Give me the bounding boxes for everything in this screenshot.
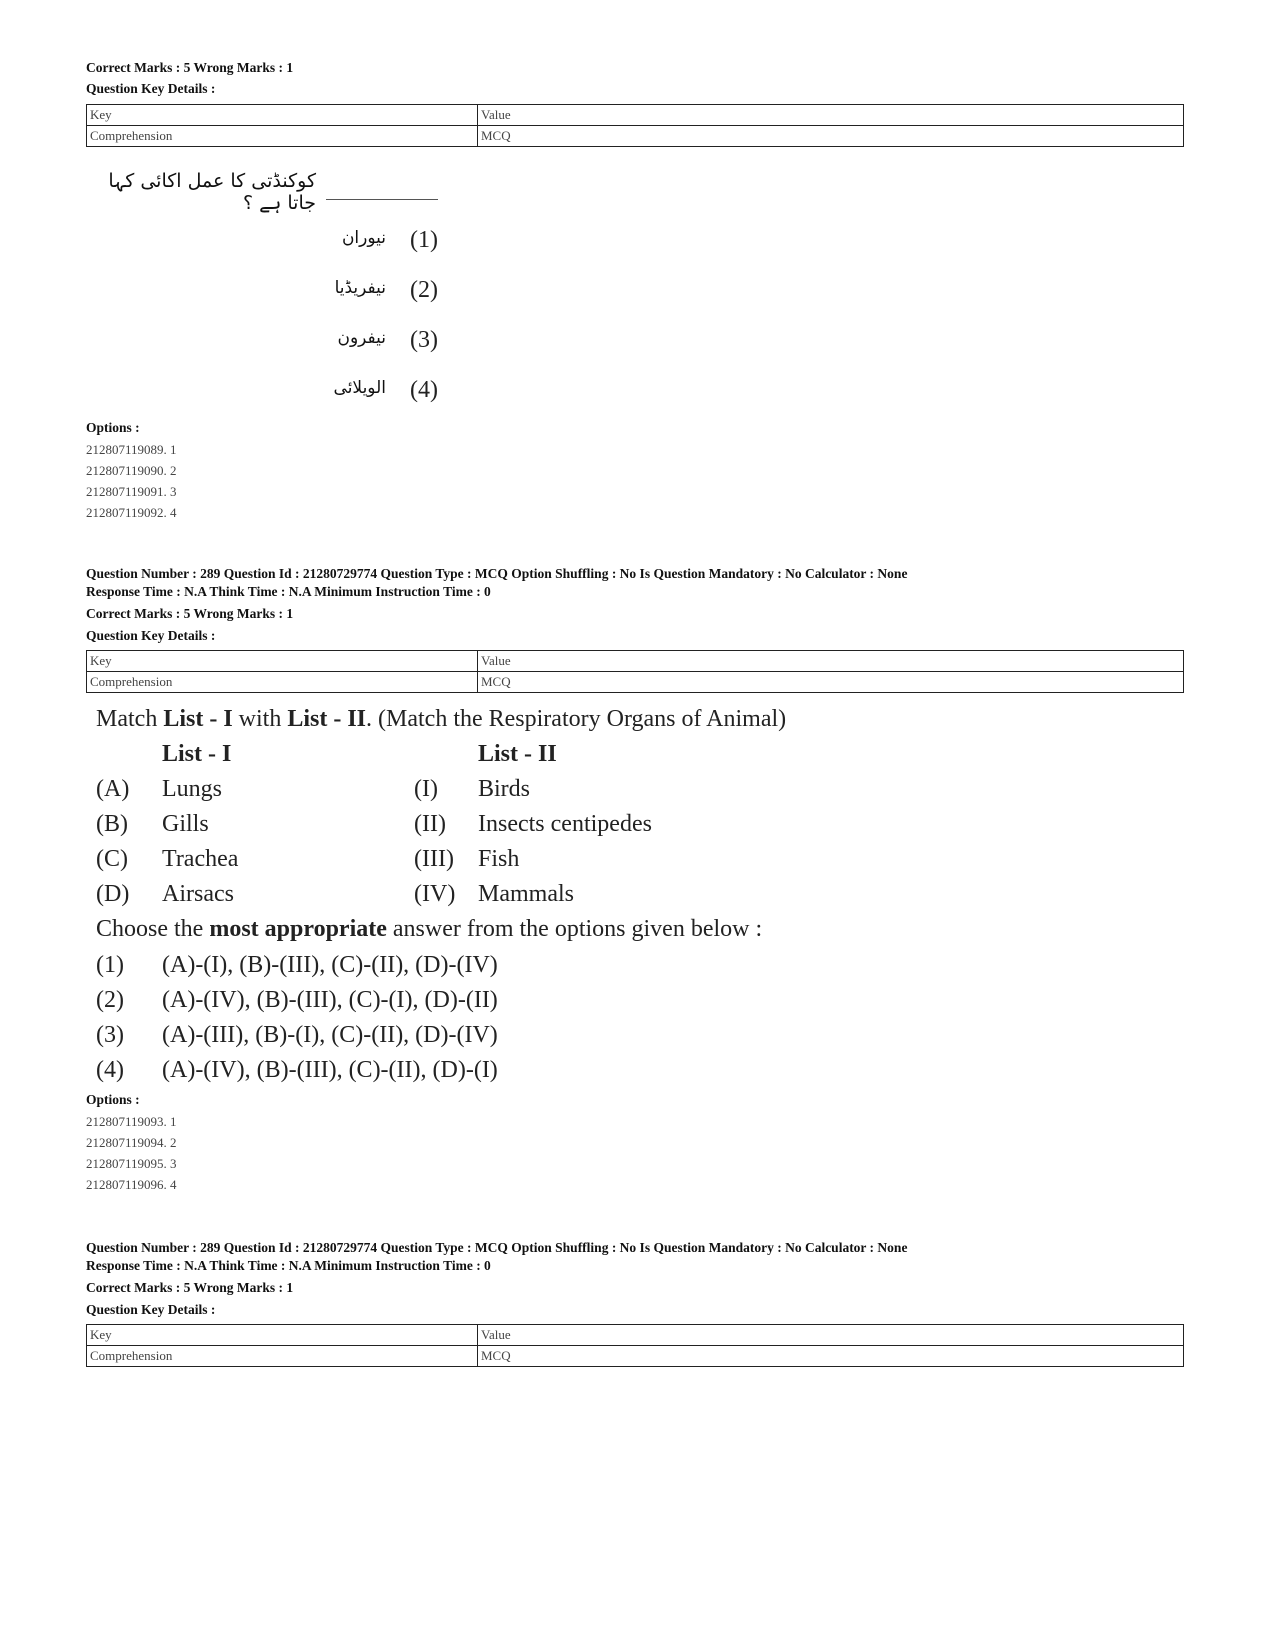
key-header: Key — [87, 1325, 478, 1346]
question-text-part: Match — [96, 706, 164, 732]
key-details-label: Question Key Details : — [86, 1302, 216, 1317]
key-header: Key — [87, 105, 478, 126]
answer-text: (A)-(IV), (B)-(III), (C)-(II), (D)-(I) — [162, 1057, 498, 1083]
list2-label: (III) — [414, 846, 454, 872]
question-key-table — [86, 650, 1184, 693]
key-header: Key — [87, 651, 478, 672]
list1-label: (B) — [96, 811, 128, 837]
question-text-urdu: کوکنڈتی کا عمل اکائی کہا جاتا ہے ؟ — [108, 170, 316, 214]
option-id: 212807119096. 4 — [86, 1177, 177, 1192]
list2-label: (IV) — [414, 881, 456, 907]
question-meta-line: Question Number : 289 Question Id : 21280729774 Question Type : MCQ Option Shuffling : No Is Question Mandatory : No Calculator : None — [86, 1240, 908, 1255]
answer-text: (A)-(I), (B)-(III), (C)-(II), (D)-(IV) — [162, 952, 498, 978]
list2-item: Insects centipedes — [478, 811, 652, 837]
list1-label: (A) — [96, 776, 130, 802]
list2-header: List - II — [478, 741, 557, 767]
question-text — [96, 703, 786, 735]
answer-number: (4) — [410, 377, 438, 403]
option-id: 212807119090. 2 — [86, 463, 177, 478]
question-text-bold: List - II — [287, 706, 367, 732]
choose-instruction — [96, 913, 762, 945]
answer-number: (2) — [410, 277, 438, 303]
instruction-bold: most appropriate — [209, 916, 387, 942]
list1-item: Lungs — [162, 776, 222, 802]
list2-label: (I) — [414, 776, 438, 802]
instruction-part: answer from the options given below : — [386, 916, 763, 942]
list2-item: Mammals — [478, 881, 574, 907]
response-time-line: Response Time : N.A Think Time : N.A Minimum Instruction Time : 0 — [86, 584, 491, 599]
question-key-table — [86, 104, 1184, 147]
question-key-table — [86, 1324, 1184, 1367]
key-details-label: Question Key Details : — [86, 81, 216, 96]
value-cell: MCQ — [478, 672, 1184, 693]
answer-text: (A)-(IV), (B)-(III), (C)-(I), (D)-(II) — [162, 987, 498, 1013]
question-text-part: . (Match the Respiratory Organs of Animal) — [366, 706, 787, 732]
question-meta-line: Question Number : 289 Question Id : 21280729774 Question Type : MCQ Option Shuffling : No Is Question Mandatory : No Calculator : None — [86, 566, 908, 581]
answer-number: (4) — [96, 1057, 124, 1083]
options-label: Options : — [86, 1092, 140, 1107]
marks-line: Correct Marks : 5 Wrong Marks : 1 — [86, 60, 294, 75]
answer-text: نیفرون — [337, 328, 386, 348]
answer-number: (3) — [96, 1022, 124, 1048]
option-id: 212807119091. 3 — [86, 484, 177, 499]
answer-text: نیوران — [341, 228, 386, 248]
instruction-part: Choose the — [96, 916, 210, 942]
answer-text: نیفریڈیا — [334, 278, 386, 298]
list1-label: (D) — [96, 881, 130, 907]
answer-number: (1) — [410, 227, 438, 253]
key-cell: Comprehension — [87, 672, 478, 693]
answer-text: الویلائی — [333, 378, 386, 398]
marks-line: Correct Marks : 5 Wrong Marks : 1 — [86, 1280, 294, 1295]
option-id: 212807119094. 2 — [86, 1135, 177, 1150]
option-id: 212807119095. 3 — [86, 1156, 177, 1171]
list1-item: Airsacs — [162, 881, 234, 907]
blank-line — [326, 199, 438, 200]
response-time-line: Response Time : N.A Think Time : N.A Minimum Instruction Time : 0 — [86, 1258, 491, 1273]
question-text-part: with — [232, 706, 288, 732]
list1-header: List - I — [162, 741, 232, 767]
list2-item: Fish — [478, 846, 520, 872]
value-header: Value — [478, 105, 1184, 126]
key-details-label: Question Key Details : — [86, 628, 216, 643]
option-id: 212807119093. 1 — [86, 1114, 177, 1129]
option-id: 212807119092. 4 — [86, 505, 177, 520]
value-header: Value — [478, 651, 1184, 672]
answer-number: (2) — [96, 987, 124, 1013]
answer-number: (1) — [96, 952, 124, 978]
key-cell: Comprehension — [87, 126, 478, 147]
answer-number: (3) — [410, 327, 438, 353]
question-text-bold: List - I — [163, 706, 233, 732]
answer-text: (A)-(III), (B)-(I), (C)-(II), (D)-(IV) — [162, 1022, 498, 1048]
value-header: Value — [478, 1325, 1184, 1346]
options-label: Options : — [86, 420, 140, 435]
list1-item: Gills — [162, 811, 209, 837]
list1-label: (C) — [96, 846, 128, 872]
value-cell: MCQ — [478, 1346, 1184, 1367]
value-cell: MCQ — [478, 126, 1184, 147]
list2-label: (II) — [414, 811, 446, 837]
list1-item: Trachea — [162, 846, 239, 872]
list2-item: Birds — [478, 776, 531, 802]
marks-line: Correct Marks : 5 Wrong Marks : 1 — [86, 606, 294, 621]
key-cell: Comprehension — [87, 1346, 478, 1367]
option-id: 212807119089. 1 — [86, 442, 177, 457]
